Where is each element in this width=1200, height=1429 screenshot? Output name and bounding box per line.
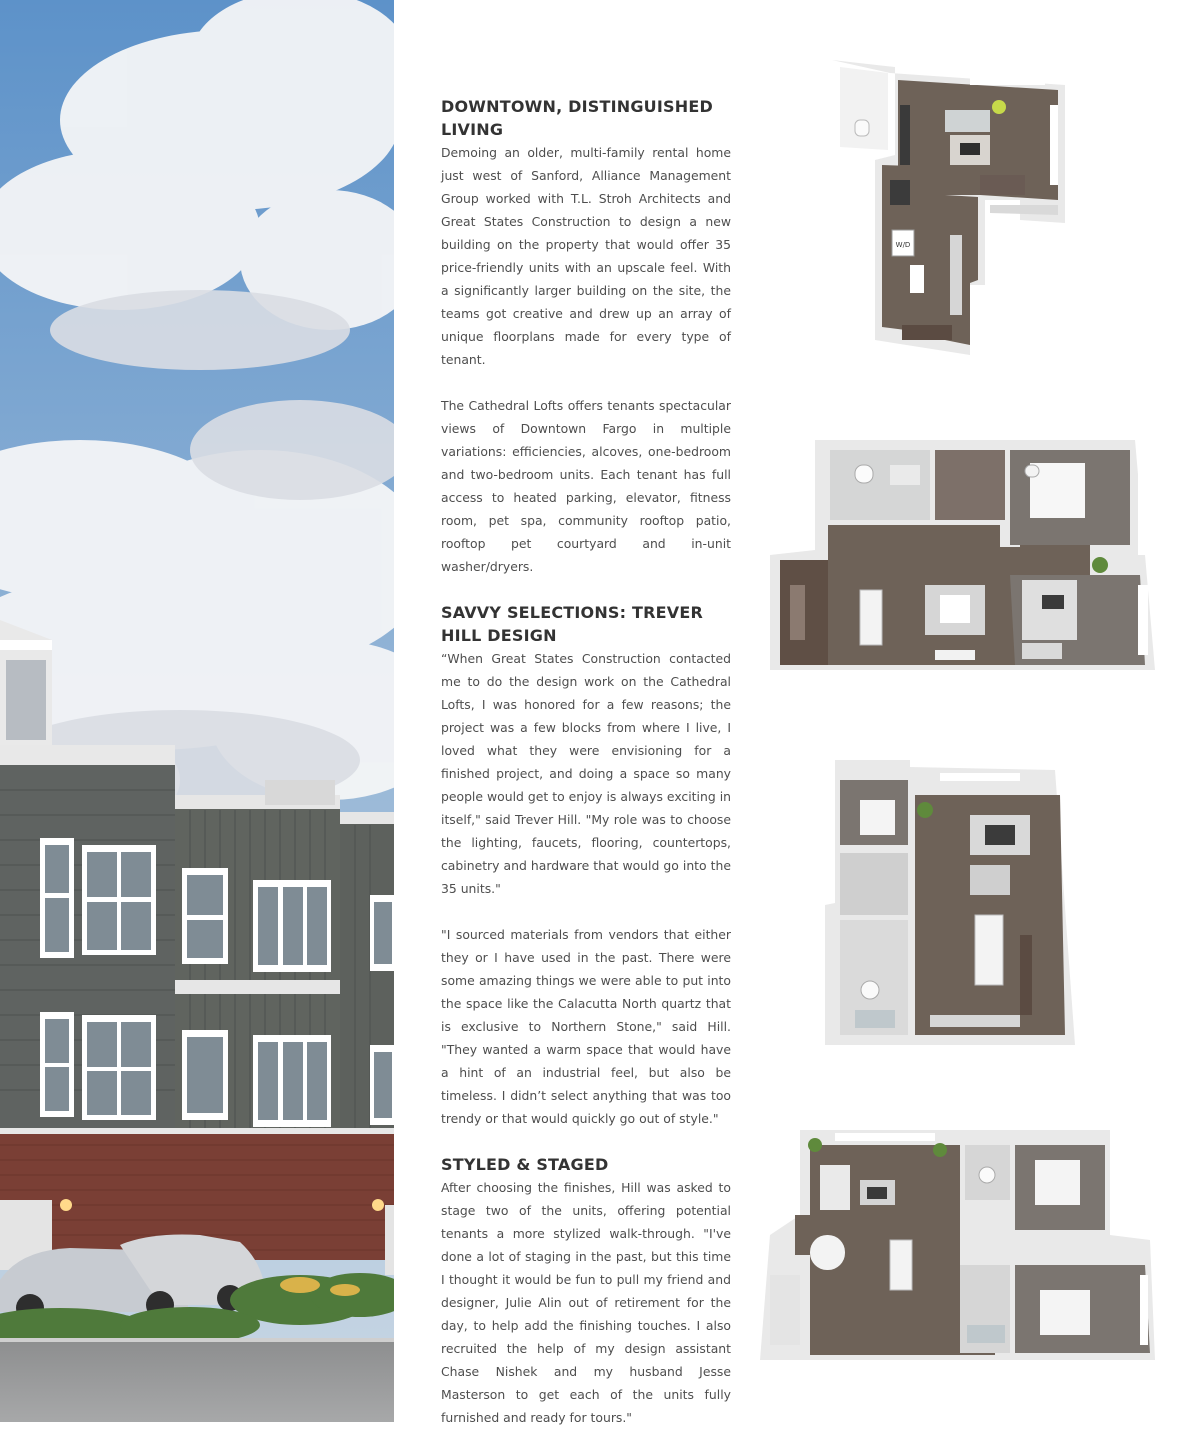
paragraph: Demoing an older, multi-family rental home just west of Sanford, Alliance Management Group worked with T.L. Stroh Architects and Great States Construction to design a new building on the property that would offer 35 price-friendly units with an upscale feel. With a significantly larger building on the site, the teams got creative and drew up an array of unique floorplans made for every type of tenant. [441, 145, 731, 367]
paragraph: "I sourced materials from vendors that either they or I have used in the past. There were some amazing things we were able to put into the space like the Calacutta North quartz that is exclusive to Northern Stone," said Hill. "They wanted a warm space that would have a hint of an industrial feel, but also be timeless. I didn’t select anything that was too trendy or that would quickly go out of style." [441, 927, 731, 1126]
paragraph: After choosing the finishes, Hill was asked to stage two of the units, offering potential tenants a more stylized walk-through. "I've done a lot of staging in the past, but this time I thought it would be fun to pull my friend and designer, Julie Alin out of retirement for the day, to help add the finishing touches. I also recruited the help of my design assistant Chase Nishek and my husband Jesse Masterson to get each of the units fully furnished and ready for tours." [441, 1180, 731, 1425]
floorplan-1 [820, 55, 1080, 365]
section-heading: STYLED & STAGED [441, 1155, 609, 1174]
section-heading: DOWNTOWN, DISTINGUISHED LIVING [441, 97, 713, 139]
floorplan-4 [755, 1125, 1165, 1370]
floorplans-column [755, 55, 1165, 1375]
paragraph: The Cathedral Lofts offers tenants spectacular views of Downtown Fargo in multiple variations: efficiencies, alcoves, one-bedroom and two-bedroom units. Each tenant has full access to heated parking, elevator, fitness room, pet spa, community rooftop patio, rooftop pet courtyard and in-unit washer/dryers. [441, 398, 731, 574]
floorplan-3 [820, 755, 1085, 1055]
section-heading: SAVVY SELECTIONS: TREVER HILL DESIGN [441, 603, 704, 645]
article [441, 95, 731, 1429]
washer-dryer-label: W/D [895, 241, 911, 249]
paragraph: “When Great States Construction contacted me to do the design work on the Cathedral Lofts, I was honored for a few reasons; the project was a few blocks from where I live, I loved what they were envisioning for a finished project, and doing a space so many people would get to enjoy is always exciting in itself," said Trever Hill. "My role was to choose the lighting, faucets, flooring, countertops, cabinetry and hardware that would go into the 35 units." [441, 651, 731, 896]
building-exterior-photo [0, 0, 394, 1422]
floorplan-2 [760, 435, 1165, 680]
